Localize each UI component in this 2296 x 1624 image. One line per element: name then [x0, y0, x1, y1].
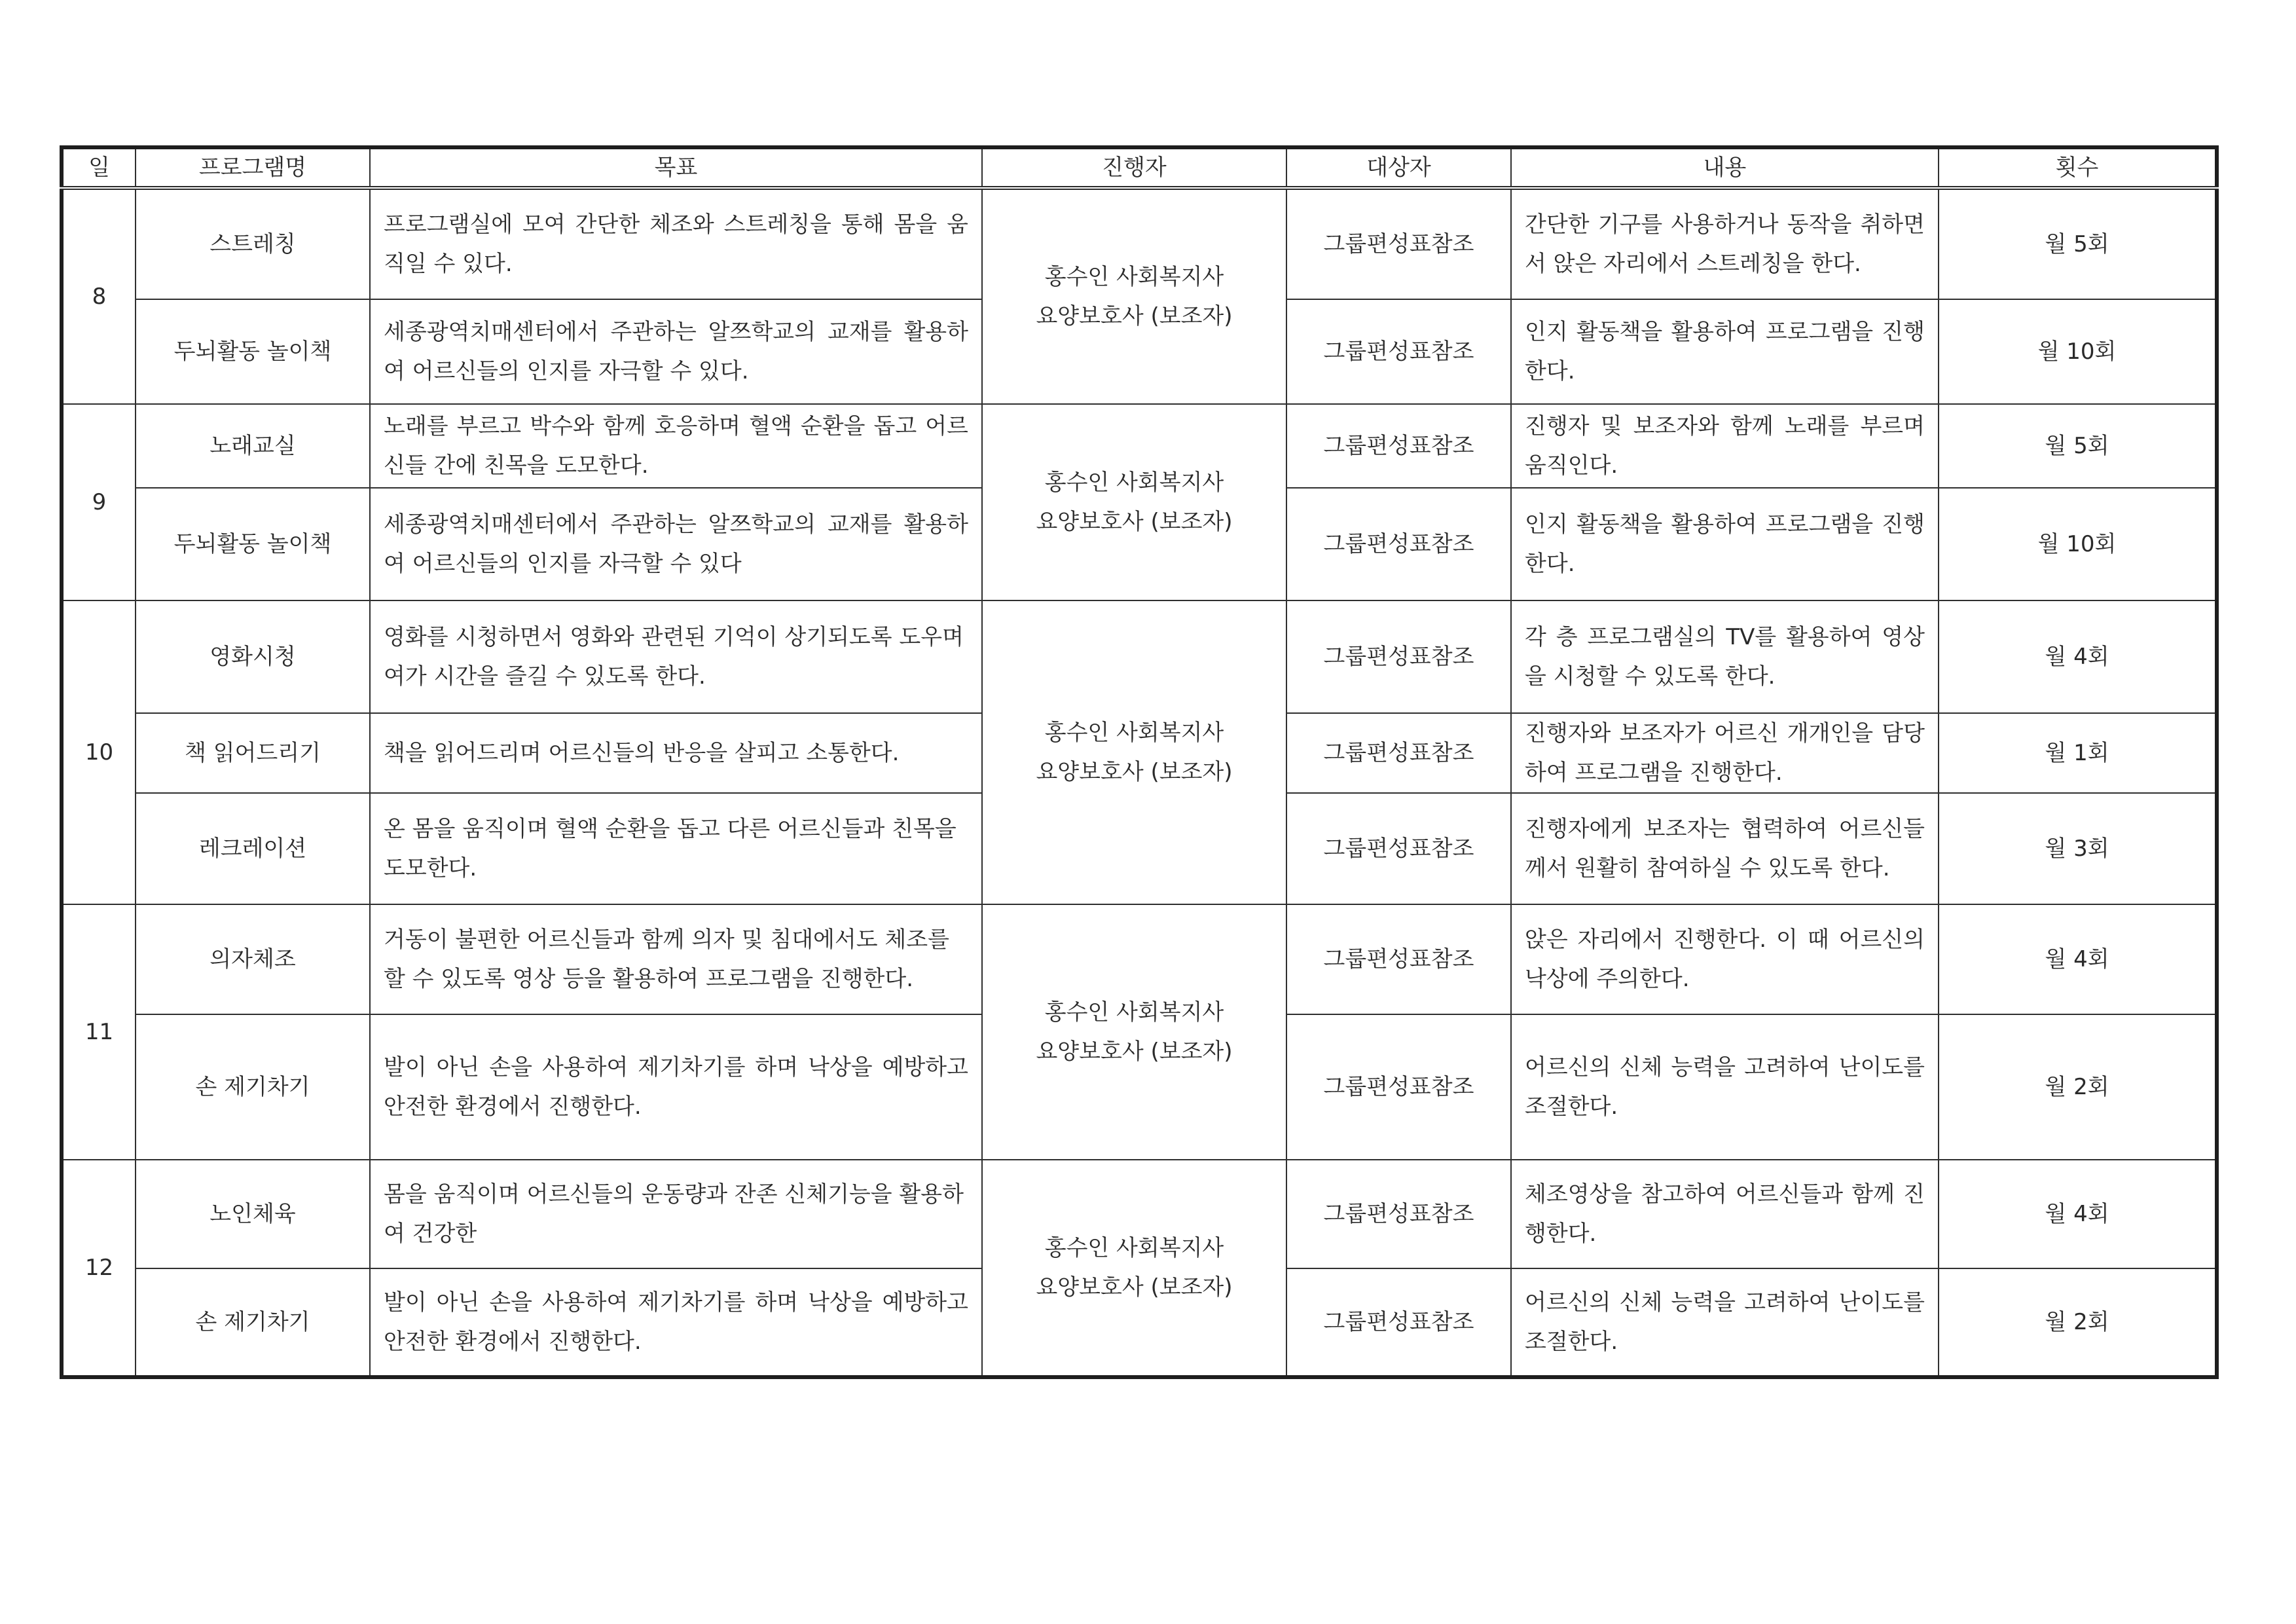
goal-text: 노래를 부르고 박수와 함께 호응하며 혈액 순환을 돕고 어르신들 간에 친목을 도모한다. — [370, 404, 982, 488]
leader-line-2: 요양보호사 (보조자) — [1036, 1039, 1233, 1065]
day-cell: 8 — [62, 188, 136, 404]
target-cell: 그룹편성표참조 — [1286, 1014, 1511, 1160]
target-cell: 그룹편성표참조 — [1286, 1160, 1511, 1268]
goal-text: 책을 읽어드리며 어르신들의 반응을 살피고 소통한다. — [370, 713, 982, 793]
content-text: 어르신의 신체 능력을 고려하여 난이도를 조절한다. — [1511, 1014, 1939, 1160]
leader-cell — [982, 904, 1286, 1160]
count-cell: 월 3회 — [1939, 793, 2217, 904]
target-cell: 그룹편성표참조 — [1286, 404, 1511, 488]
program-schedule-table — [60, 145, 2219, 1379]
leader-cell — [982, 1160, 1286, 1377]
goal-text: 영화를 시청하면서 영화와 관련된 기억이 상기되도록 도우며 여가 시간을 즐길 수 있도록 한다. — [370, 600, 982, 713]
content-text: 진행자에게 보조자는 협력하여 어르신들께서 원활히 참여하실 수 있도록 한다. — [1511, 793, 1939, 904]
header-day: 일 — [62, 147, 136, 188]
count-cell: 월 2회 — [1939, 1014, 2217, 1160]
content-text: 진행자 및 보조자와 함께 노래를 부르며 움직인다. — [1511, 404, 1939, 488]
leader-line-2: 요양보호사 (보조자) — [1036, 759, 1233, 785]
content-text: 인지 활동책을 활용하여 프로그램을 진행한다. — [1511, 488, 1939, 600]
program-name: 노래교실 — [136, 404, 370, 488]
goal-text: 프로그램실에 모여 간단한 체조와 스트레칭을 통해 몸을 움직일 수 있다. — [370, 188, 982, 299]
table-row — [62, 188, 2217, 299]
program-name: 두뇌활동 놀이책 — [136, 299, 370, 404]
goal-text: 발이 아닌 손을 사용하여 제기차기를 하며 낙상을 예방하고 안전한 환경에서 진행한다. — [370, 1268, 982, 1377]
count-cell: 월 5회 — [1939, 188, 2217, 299]
header-goal: 목표 — [370, 147, 982, 188]
goal-text: 세종광역치매센터에서 주관하는 알쯔학교의 교재를 활용하여 어르신들의 인지를 자극할 수 있다 — [370, 488, 982, 600]
target-cell: 그룹편성표참조 — [1286, 1268, 1511, 1377]
count-cell: 월 10회 — [1939, 488, 2217, 600]
goal-text: 발이 아닌 손을 사용하여 제기차기를 하며 낙상을 예방하고 안전한 환경에서 진행한다. — [370, 1014, 982, 1160]
leader-cell — [982, 188, 1286, 404]
target-cell: 그룹편성표참조 — [1286, 188, 1511, 299]
goal-text: 온 몸을 움직이며 혈액 순환을 돕고 다른 어르신들과 친목을 도모한다. — [370, 793, 982, 904]
count-cell: 월 4회 — [1939, 904, 2217, 1014]
content-text: 어르신의 신체 능력을 고려하여 난이도를 조절한다. — [1511, 1268, 1939, 1377]
table-row — [62, 404, 2217, 488]
target-cell: 그룹편성표참조 — [1286, 713, 1511, 793]
count-cell: 월 1회 — [1939, 713, 2217, 793]
target-cell: 그룹편성표참조 — [1286, 793, 1511, 904]
header-row — [62, 147, 2217, 188]
day-cell: 9 — [62, 404, 136, 600]
program-name: 스트레칭 — [136, 188, 370, 299]
day-cell: 11 — [62, 904, 136, 1160]
leader-line-1: 홍수인 사회복지사 — [1044, 470, 1224, 496]
content-text: 앉은 자리에서 진행한다. 이 때 어르신의 낙상에 주의한다. — [1511, 904, 1939, 1014]
header-target: 대상자 — [1286, 147, 1511, 188]
program-name: 영화시청 — [136, 600, 370, 713]
program-name: 의자체조 — [136, 904, 370, 1014]
target-cell: 그룹편성표참조 — [1286, 488, 1511, 600]
count-cell: 월 5회 — [1939, 404, 2217, 488]
leader-line-1: 홍수인 사회복지사 — [1044, 1235, 1224, 1261]
leader-line-1: 홍수인 사회복지사 — [1044, 999, 1224, 1025]
goal-text: 거동이 불편한 어르신들과 함께 의자 및 침대에서도 체조를 할 수 있도록 영상 등을 활용하여 프로그램을 진행한다. — [370, 904, 982, 1014]
count-cell: 월 10회 — [1939, 299, 2217, 404]
program-name: 손 제기차기 — [136, 1014, 370, 1160]
table-row — [62, 1160, 2217, 1268]
leader-line-2: 요양보호사 (보조자) — [1036, 1274, 1233, 1301]
day-cell: 12 — [62, 1160, 136, 1377]
content-text: 인지 활동책을 활용하여 프로그램을 진행한다. — [1511, 299, 1939, 404]
header-count: 횟수 — [1939, 147, 2217, 188]
leader-line-1: 홍수인 사회복지사 — [1044, 264, 1224, 290]
content-text: 체조영상을 참고하여 어르신들과 함께 진행한다. — [1511, 1160, 1939, 1268]
count-cell: 월 4회 — [1939, 1160, 2217, 1268]
count-cell: 월 4회 — [1939, 600, 2217, 713]
program-name: 레크레이션 — [136, 793, 370, 904]
day-cell: 10 — [62, 600, 136, 904]
content-text: 각 층 프로그램실의 TV를 활용하여 영상을 시청할 수 있도록 한다. — [1511, 600, 1939, 713]
target-cell: 그룹편성표참조 — [1286, 600, 1511, 713]
leader-line-2: 요양보호사 (보조자) — [1036, 509, 1233, 535]
leader-line-2: 요양보호사 (보조자) — [1036, 303, 1233, 329]
program-name: 책 읽어드리기 — [136, 713, 370, 793]
header-leader: 진행자 — [982, 147, 1286, 188]
header-program: 프로그램명 — [136, 147, 370, 188]
program-name: 두뇌활동 놀이책 — [136, 488, 370, 600]
goal-text: 세종광역치매센터에서 주관하는 알쯔학교의 교재를 활용하여 어르신들의 인지를 자극할 수 있다. — [370, 299, 982, 404]
target-cell: 그룹편성표참조 — [1286, 904, 1511, 1014]
content-text: 진행자와 보조자가 어르신 개개인을 담당하여 프로그램을 진행한다. — [1511, 713, 1939, 793]
table-row — [62, 904, 2217, 1014]
program-name: 노인체육 — [136, 1160, 370, 1268]
goal-text: 몸을 움직이며 어르신들의 운동량과 잔존 신체기능을 활용하여 건강한 — [370, 1160, 982, 1268]
table-row — [62, 600, 2217, 713]
header-content: 내용 — [1511, 147, 1939, 188]
count-cell: 월 2회 — [1939, 1268, 2217, 1377]
leader-cell — [982, 600, 1286, 904]
leader-line-1: 홍수인 사회복지사 — [1044, 720, 1224, 746]
target-cell: 그룹편성표참조 — [1286, 299, 1511, 404]
content-text: 간단한 기구를 사용하거나 동작을 취하면서 앉은 자리에서 스트레칭을 한다. — [1511, 188, 1939, 299]
program-name: 손 제기차기 — [136, 1268, 370, 1377]
leader-cell — [982, 404, 1286, 600]
